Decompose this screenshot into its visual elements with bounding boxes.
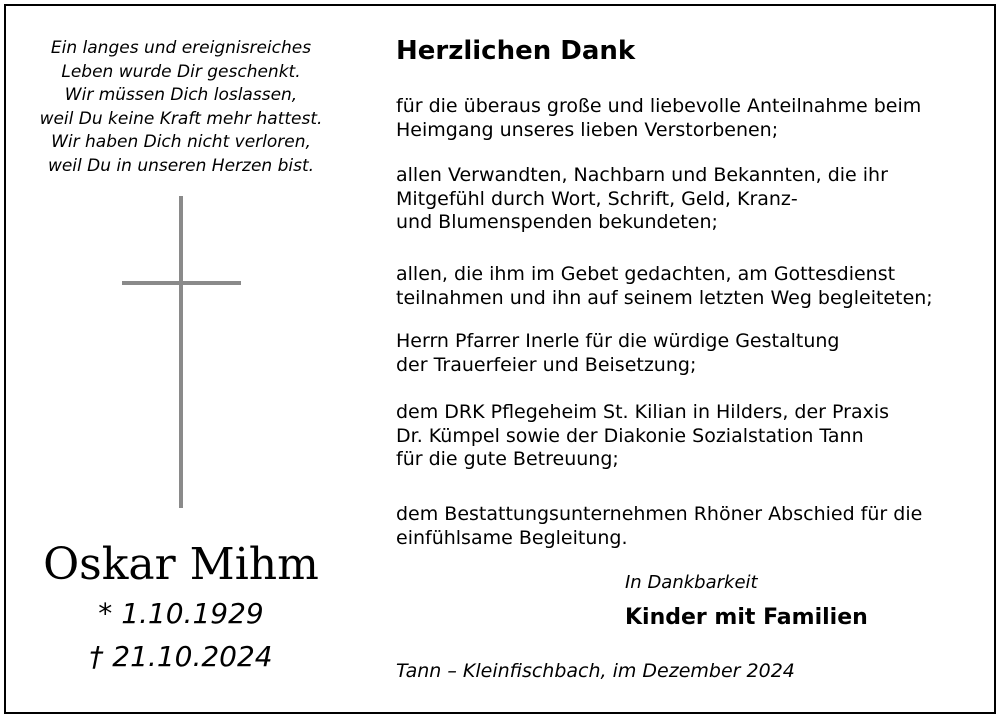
paragraph-line: für die gute Betreuung;: [396, 448, 619, 470]
cross-icon-horizontal: [122, 281, 241, 285]
birth-date: * 1.10.1929: [98, 597, 264, 630]
poem-line: Ein langes und ereignisreiches: [50, 38, 312, 58]
cross-icon-vertical: [179, 196, 183, 508]
thanks-heading: Herzlichen Dank: [396, 36, 636, 66]
paragraph-line: Heimgang unseres lieben Verstorbenen;: [396, 118, 779, 141]
paragraph-line: allen Verwandten, Nachbarn und Bekannten, die ihr: [396, 164, 888, 186]
thanks-paragraph: [396, 330, 840, 377]
poem-line: weil Du in unseren Herzen bist.: [47, 155, 315, 176]
deceased-name: Oskar Mihm: [43, 539, 319, 590]
paragraph-line: und Blumenspenden bekundeten;: [396, 211, 718, 233]
poem-line: weil Du keine Kraft mehr hattest.: [39, 108, 323, 129]
place-and-date: Tann – Kleinfischbach, im Dezember 2024: [396, 660, 795, 682]
paragraph-line: der Trauerfeier und Beisetzung;: [396, 353, 697, 376]
paragraph-line: Herrn Pfarrer Inerle für die würdige Gestaltung: [396, 330, 840, 352]
poem-line: Wir müssen Dich loslassen,: [64, 85, 298, 105]
paragraph-line: dem DRK Pflegeheim St. Kilian in Hilders, der Praxis: [396, 401, 890, 423]
poem-line: Leben wurde Dir geschenkt.: [61, 61, 301, 82]
poem-line: Wir haben Dich nicht verloren,: [51, 132, 311, 152]
thanks-paragraph: [396, 263, 933, 310]
thanks-paragraph: [396, 164, 888, 235]
thanks-paragraph: [396, 503, 922, 550]
paragraph-line: Mitgefühl durch Wort, Schrift, Geld, Kranz-: [396, 187, 798, 210]
paragraph-line: teilnahmen und ihn auf seinem letzten Weg begleiteten;: [396, 286, 933, 309]
thanks-paragraph: [396, 401, 889, 472]
death-date: † 21.10.2024: [89, 640, 273, 673]
memorial-poem: [20, 37, 342, 178]
signature: Kinder mit Familien: [625, 605, 868, 630]
thanks-paragraph: [396, 95, 921, 142]
paragraph-line: allen, die ihm im Gebet gedachten, am Gottesdienst: [396, 263, 896, 285]
paragraph-line: für die überaus große und liebevolle Anteilnahme beim: [396, 95, 922, 117]
paragraph-line: dem Bestattungsunternehmen Rhöner Abschied für die: [396, 503, 923, 525]
closing-phrase: In Dankbarkeit: [625, 572, 758, 593]
paragraph-line: einfühlsame Begleitung.: [396, 526, 628, 549]
paragraph-line: Dr. Kümpel sowie der Diakonie Sozialstation Tann: [396, 424, 864, 447]
